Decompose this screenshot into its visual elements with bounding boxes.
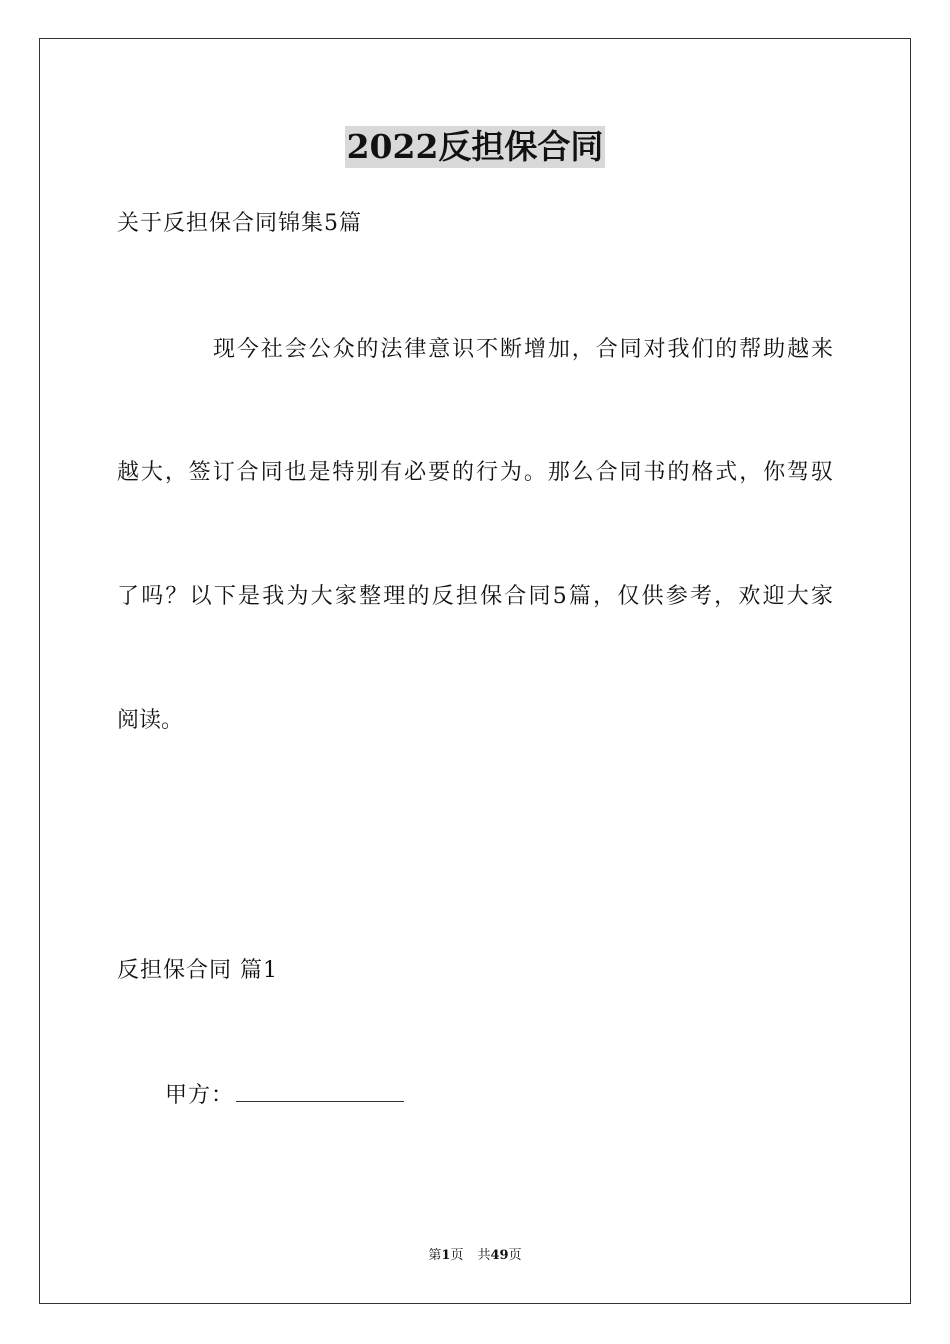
party-a-label: 甲方：: [165, 1083, 235, 1108]
intro-line-1: 现今社会公众的法律意识不断增加，合同对我们的帮助越来: [213, 337, 833, 362]
footer-total-pages: 49: [490, 1248, 509, 1263]
section-heading: 反担保合同 篇1: [117, 958, 278, 983]
footer-page-suffix: 页: [450, 1248, 464, 1263]
footer-total-suffix: 页: [508, 1248, 522, 1263]
document-subtitle: 关于反担保合同锦集5篇: [117, 211, 362, 236]
intro-line-3: 了吗？以下是我为大家整理的反担保合同5篇，仅供参考，欢迎大家: [117, 584, 833, 609]
footer-current-page: 1: [441, 1248, 451, 1263]
intro-line-2: 越大，签订合同也是特别有必要的行为。那么合同书的格式，你驾驭: [117, 460, 833, 485]
title-container: [0, 126, 950, 168]
footer-total-prefix: 共: [477, 1248, 491, 1263]
page-footer: [0, 1247, 950, 1265]
party-a-row: [165, 1081, 404, 1111]
footer-page-prefix: 第: [428, 1248, 442, 1263]
party-a-blank: [236, 1081, 404, 1102]
intro-line-4: 阅读。: [117, 708, 184, 733]
document-title: 2022反担保合同: [346, 127, 604, 166]
